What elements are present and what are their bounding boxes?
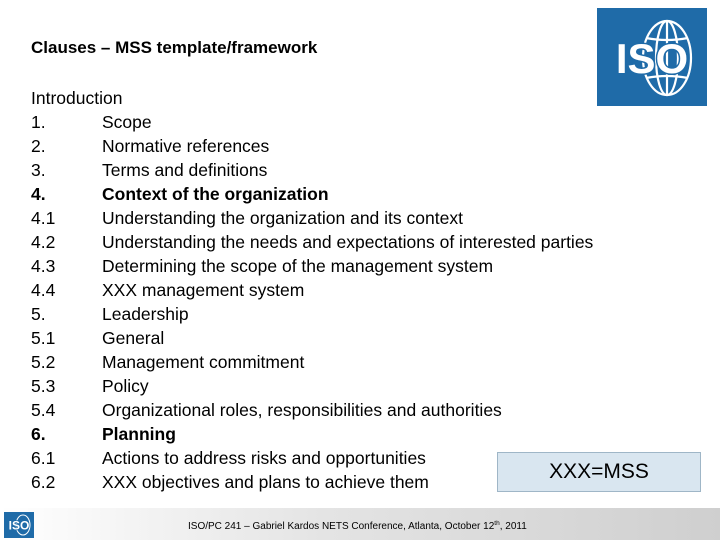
clause-text: Understanding the needs and expectations of interested parties <box>102 232 594 252</box>
clause-text: XXX management system <box>102 280 305 300</box>
clause-item <box>31 254 691 278</box>
clause-number: 5.1 <box>31 328 56 348</box>
clause-number: 2. <box>31 136 46 156</box>
clause-item <box>31 230 691 254</box>
clause-number: 6. <box>31 424 46 444</box>
clause-text: Scope <box>102 112 152 132</box>
clause-item <box>31 422 691 446</box>
clause-text: Normative references <box>102 136 270 156</box>
footer-text-end: , 2011 <box>499 521 527 532</box>
clause-text: Leadership <box>102 304 189 324</box>
clause-number: 4.2 <box>31 232 56 252</box>
clause-number: 5.2 <box>31 352 56 372</box>
clause-number: 4. <box>31 184 46 204</box>
iso-logo-text: ISO <box>615 35 689 82</box>
footer-logo-text: ISO <box>8 518 30 533</box>
clause-number: 4.4 <box>31 280 56 300</box>
footer-text-sup: th <box>494 520 500 527</box>
clause-text: Terms and definitions <box>102 160 268 180</box>
clause-text: Determining the scope of the management system <box>102 256 494 276</box>
clause-item <box>31 350 691 374</box>
clause-number: 3. <box>31 160 46 180</box>
clause-number: 5.4 <box>31 400 56 420</box>
intro-label: Introduction <box>31 88 123 108</box>
clause-text: XXX objectives and plans to achieve them <box>102 472 429 492</box>
clause-number: 4.1 <box>31 208 56 228</box>
clause-text: General <box>102 328 165 348</box>
clause-text: Organizational roles, responsibilities and authorities <box>102 400 502 420</box>
clause-number: 5.3 <box>31 376 56 396</box>
clause-item <box>31 326 691 350</box>
clause-item <box>31 182 691 206</box>
clause-text: Understanding the organization and its context <box>102 208 463 228</box>
intro-line <box>31 86 691 110</box>
clause-item <box>31 302 691 326</box>
clause-text: Actions to address risks and opportunities <box>102 448 426 468</box>
clause-item <box>31 134 691 158</box>
clause-number: 6.1 <box>31 448 56 468</box>
clause-number: 1. <box>31 112 46 132</box>
clause-text: Planning <box>102 424 176 444</box>
clause-text: Management commitment <box>102 352 305 372</box>
clause-item <box>31 110 691 134</box>
footer-text <box>188 521 527 532</box>
mss-callout: XXX=MSS <box>497 452 701 492</box>
footer-iso-logo <box>4 512 34 538</box>
clause-text: Context of the organization <box>102 184 329 204</box>
clause-item <box>31 398 691 422</box>
clause-number: 4.3 <box>31 256 56 276</box>
clause-text: Policy <box>102 376 149 396</box>
clause-number: 5. <box>31 304 46 324</box>
clause-item <box>31 374 691 398</box>
clause-number: 6.2 <box>31 472 56 492</box>
slide-title: Clauses – MSS template/framework <box>31 38 318 57</box>
clause-item <box>31 158 691 182</box>
footer-text-main: ISO/PC 241 – Gabriel Kardos NETS Conference, Atlanta, October 12 <box>188 521 495 532</box>
clause-list <box>31 86 691 494</box>
clause-item <box>31 278 691 302</box>
clause-item <box>31 206 691 230</box>
